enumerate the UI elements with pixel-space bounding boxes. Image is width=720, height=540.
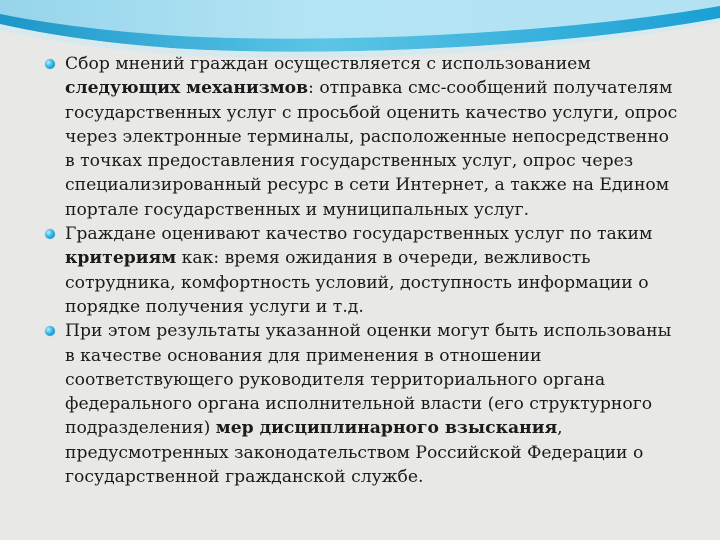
text-run: Сбор мнений граждан осуществляется с использованием	[65, 54, 591, 74]
bullet-icon	[45, 59, 55, 69]
text-run: , предусмотренных законодательством Российской Федерации о государственной гражданской службе.	[65, 418, 644, 488]
text-run-bold: мер дисциплинарного взыскания	[215, 418, 558, 439]
bullet-item	[42, 52, 682, 222]
bullet-icon	[45, 326, 55, 336]
bullet-item	[42, 319, 682, 489]
text-run: как: время ожидания в очереди, вежливость сотрудника, комфортность условий, доступность информации о порядке получения услуги и т.д.	[65, 248, 649, 317]
text-run-bold: критериям	[65, 248, 177, 269]
text-run: Граждане оценивают качество государственных услуг по таким	[65, 224, 653, 245]
bullet-list	[42, 52, 682, 489]
text-run: : отправка смс-сообщений получателям государственных услуг с просьбой оценить качество услуги, опрос через электронные терминалы, расположенные непосредственно в точках предоставления государственных услуг, опрос через специализированный ресурс в сети Интернет, а также на Едином портале государственных и муниципальных услуг.	[65, 78, 678, 220]
bullet-icon	[45, 229, 55, 239]
text-run-bold: следующих механизмов	[65, 78, 309, 99]
bullet-item	[42, 222, 682, 319]
text-run: При этом результаты указанной оценки могут быть использованы в качестве основания для применения в отношении соответствующего руководителя территориального органа федерального органа исполнительной власти (его структурного подразделения)	[65, 321, 672, 439]
